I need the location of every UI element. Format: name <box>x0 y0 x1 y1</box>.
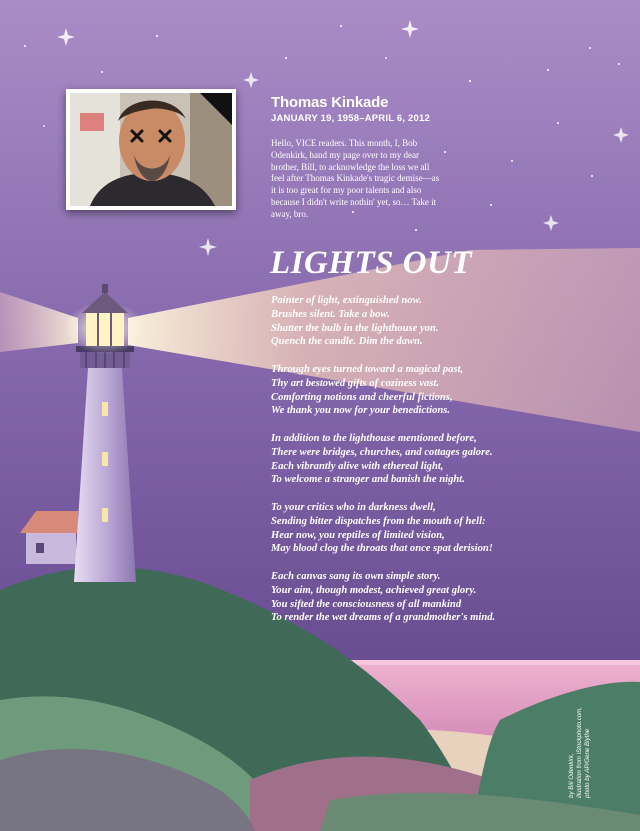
poem-line: Shatter the bulb in the lighthouse yon. <box>271 322 439 334</box>
poem-line: In addition to the lighthouse mentioned before, <box>271 432 477 444</box>
poem-stanza <box>271 432 601 487</box>
obituary-dates: JANUARY 19, 1958–APRIL 6, 2012 <box>271 113 430 124</box>
portrait-photo <box>66 89 236 210</box>
obituary-intro: Hello, VICE readers. This month, I, Bob Odenkirk, hand my page over to my dear brother, Bill, to acknowledge the loss we all feel after Thomas Kinkade's tragic demise—as it is too great for my poor talents and also because I didn't write nothin' yet, so… Take it away, bro. <box>271 138 440 219</box>
poem-stanza <box>271 294 601 349</box>
poem-line: Brushes silent. Take a bow. <box>271 308 390 320</box>
poem-line: Each vibrantly alive with ethereal light, <box>271 460 444 472</box>
poem-line: To welcome a stranger and banish the night. <box>271 474 465 486</box>
poem-line: Painter of light, extinguished now. <box>271 295 422 306</box>
credit-line: by Bill Odenkirk, <box>568 753 575 798</box>
poem-stanza <box>271 501 601 556</box>
poem-line: May blood clog the throats that once spat derision! <box>271 543 493 555</box>
poem-line: Quench the candle. Dim the dawn. <box>271 336 423 348</box>
poem-line: Comforting notions and cheerful fictions, <box>271 391 453 403</box>
poem-line: We thank you now for your benedictions. <box>271 405 451 417</box>
credit-line: illustration from iStockphoto.com, <box>576 706 583 798</box>
poem-line: Hear now, you reptiles of limited vision, <box>271 529 445 541</box>
poem-stanza <box>271 363 601 418</box>
poem-line: Sending bitter dispatches from the mouth of hell: <box>271 515 486 527</box>
poem-line: To render the wet dreams of a grandmother's mind. <box>271 612 496 624</box>
poem-stanza <box>271 570 601 625</box>
obituary-name: Thomas Kinkade <box>271 94 389 111</box>
poem-line: Each canvas sang its own simple story. <box>271 570 441 582</box>
poem-line: You sifted the consciousness of all mankind <box>271 598 462 610</box>
poem-line: Thy art bestowed gifts of coziness vast. <box>271 377 440 389</box>
photo-credits <box>568 707 592 798</box>
poem-body <box>271 294 601 639</box>
poem-title: LIGHTS OUT <box>270 245 473 281</box>
poem-line: There were bridges, churches, and cottages galore. <box>271 446 493 458</box>
poem-line: To your critics who in darkness dwell, <box>271 501 436 513</box>
poem-line: Through eyes turned toward a magical past, <box>271 363 464 375</box>
poem-line: Your aim, though modest, achieved great glory. <box>271 584 477 596</box>
credit-line: photo by AP/Gene Blythe <box>584 728 591 798</box>
